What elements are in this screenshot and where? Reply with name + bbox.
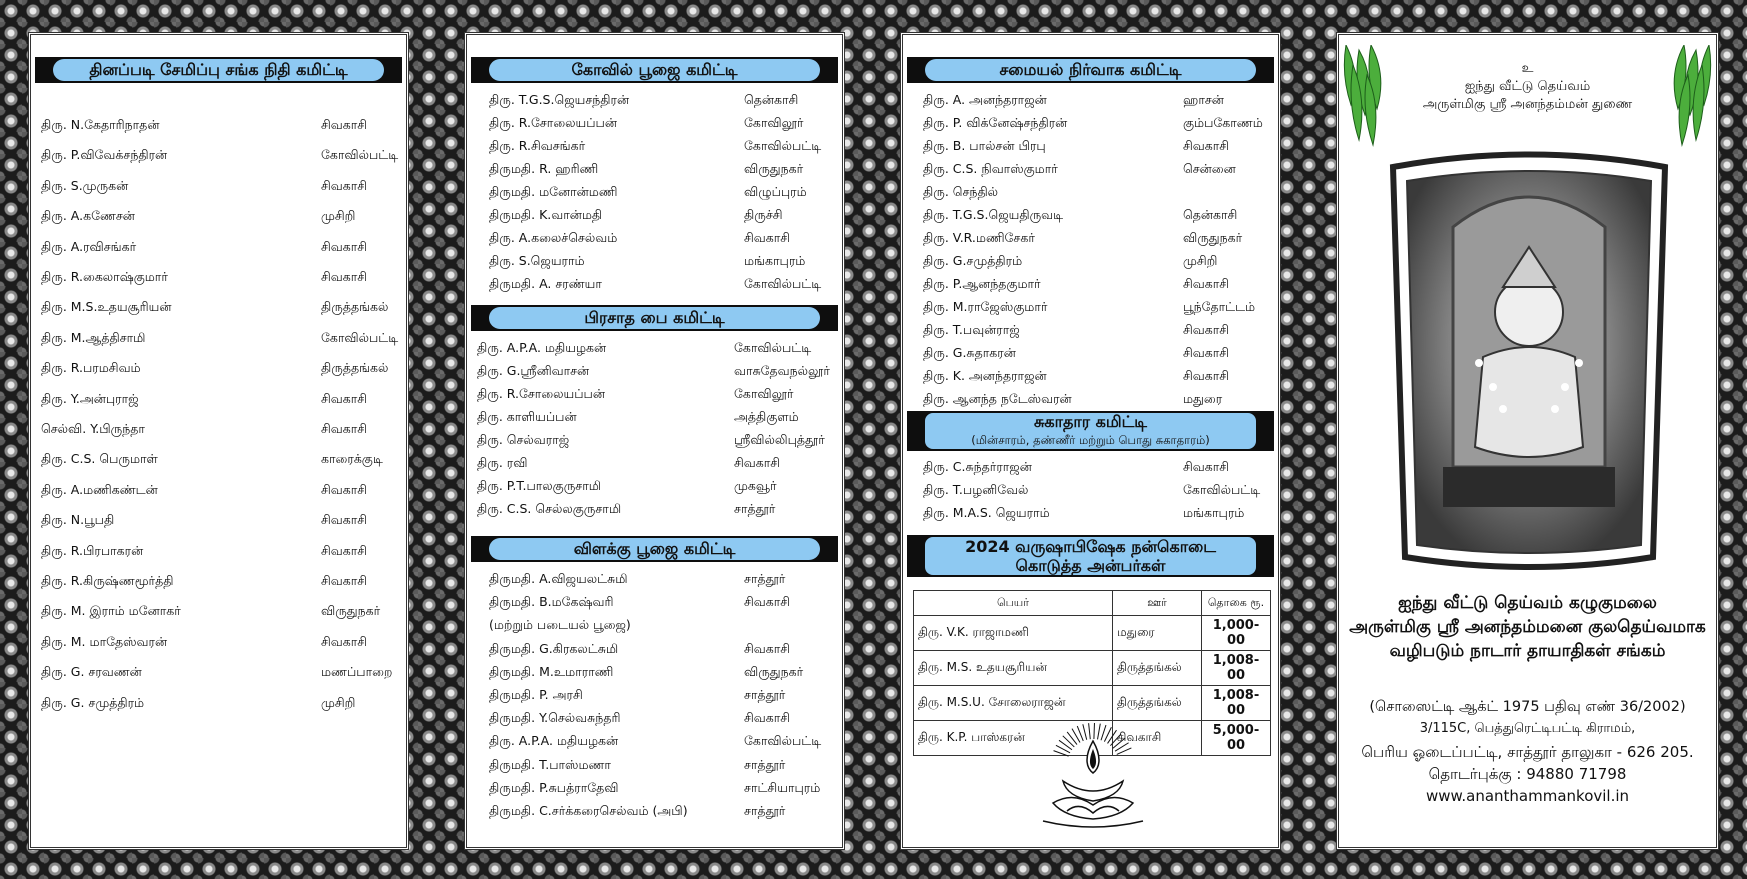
donation-title-line1: 2024 வருஷாபிஷேக நன்கொடை bbox=[965, 537, 1216, 556]
member-place: கோவில்பட்டி bbox=[321, 147, 399, 163]
member-name: திரு. Y.அன்புராஜ் bbox=[41, 390, 139, 406]
section-header-sugathara bbox=[907, 411, 1274, 451]
member-name: திரு. G. சமுத்திரம் bbox=[41, 694, 145, 710]
member-name: திரு. A.மணிகண்டன் bbox=[41, 481, 158, 497]
member-name: திரு. M. இராம் மனோகர் bbox=[41, 603, 181, 619]
section-header-prasadam bbox=[471, 305, 838, 331]
donor-name: திரு. K.P. பாஸ்கரன் bbox=[914, 721, 1113, 756]
member-place: ஸ்ரீவில்லிபுத்தூர் bbox=[734, 432, 825, 447]
member-place: சிவகாசி bbox=[321, 177, 368, 193]
member-name: திருமதி. B.மகேஷ்வரி bbox=[489, 594, 614, 610]
member-place: மதுரை bbox=[1183, 391, 1223, 406]
member-place: சிவகாசி bbox=[321, 117, 368, 132]
member-name: திரு. ரவி bbox=[477, 455, 528, 470]
member-place: விருதுநகர் bbox=[744, 663, 804, 679]
member-name: திரு. N.பூபதி bbox=[41, 512, 115, 528]
member-name: திரு. G. சரவணன் bbox=[41, 664, 142, 680]
member-name: திரு. M.ராஜேஸ்குமார் bbox=[923, 299, 1048, 314]
org-line-3: வழிபடும் நாடார் தாயாதிகள் சங்கம் bbox=[1389, 641, 1666, 661]
panel-kitchen-committees bbox=[900, 32, 1281, 850]
section-title-vilakku: விளக்கு பூஜை கமிட்டி bbox=[489, 538, 820, 560]
member-name: திரு. C.S. பெருமாள் bbox=[41, 451, 158, 467]
member-place: மங்காபுரம் bbox=[744, 253, 806, 268]
member-place: கோவில்பட்டி bbox=[744, 733, 822, 749]
member-name: திரு. R.கிருஷ்ணமூர்த்தி bbox=[41, 573, 174, 588]
member-place: சிவகாசி bbox=[744, 594, 791, 610]
member-name: திரு. M.S.உதயசூரியன் bbox=[41, 299, 172, 315]
member-name: திரு. P.T.பாலகுருசாமி bbox=[477, 478, 602, 493]
member-place: விருதுநகர் bbox=[1183, 230, 1243, 245]
member-name: திருமதி. K.வான்மதி bbox=[489, 207, 603, 222]
member-name: திரு. செல்வராஜ் bbox=[477, 432, 570, 447]
member-place: திருச்சி bbox=[744, 207, 783, 222]
member-place: பூந்தோட்டம் bbox=[1183, 299, 1256, 314]
member-name: திரு. G.சுதாகரன் bbox=[923, 345, 1016, 360]
member-place: சாத்தூர் bbox=[744, 687, 786, 702]
member-name: திரு. T.பழனிவேல் bbox=[923, 482, 1029, 497]
donor-place: சிவகாசி bbox=[1113, 721, 1202, 756]
donor-amount: 5,000-00 bbox=[1202, 721, 1271, 756]
table-row bbox=[914, 616, 1271, 651]
member-place: சிவகாசி bbox=[321, 238, 368, 254]
member-place: விழுப்புரம் bbox=[744, 184, 807, 199]
member-name: திருமதி. G.கிரகலட்சுமி bbox=[489, 640, 619, 656]
member-place: கோவில்பட்டி bbox=[734, 340, 812, 355]
section-title-prasadam: பிரசாத பை கமிட்டி bbox=[489, 307, 820, 329]
member-place: மங்காபுரம் bbox=[1183, 505, 1245, 520]
donor-name: திரு. M.S.U. சோலைராஜன் bbox=[914, 686, 1113, 721]
member-name: திரு. R.சிவசங்கர் bbox=[489, 138, 586, 153]
member-place: சிவகாசி bbox=[744, 230, 791, 245]
member-place: சிவகாசி bbox=[744, 640, 791, 656]
member-place: திருத்தங்கல் bbox=[321, 360, 389, 376]
donation-title-line2: கொடுத்த அன்பர்கள் bbox=[1015, 556, 1166, 575]
member-place: சென்னை bbox=[1183, 161, 1236, 176]
col-amount: தொகை ரூ. bbox=[1202, 591, 1271, 616]
member-name: திருமதி. P. அரசி bbox=[489, 687, 583, 702]
sacred-symbol: உ bbox=[1521, 61, 1534, 76]
member-name: திரு. C.S. நிவாஸ்குமார் bbox=[923, 161, 1058, 176]
member-place: கோவிலூர் bbox=[744, 115, 804, 130]
member-name: திரு. K. அனந்தராஜன் bbox=[923, 368, 1047, 383]
member-place: திருத்தங்கல் bbox=[321, 299, 389, 315]
oil-lamp-icon bbox=[1033, 721, 1153, 839]
member-place: சிவகாசி bbox=[1183, 322, 1230, 337]
member-place: கோவில்பட்டி bbox=[1183, 482, 1261, 497]
section-title-sugathara bbox=[925, 413, 1256, 449]
registration: (சொஸைட்டி ஆக்ட் 1975 பதிவு எண் 36/2002) bbox=[1369, 699, 1686, 715]
member-name: திரு. செந்தில் bbox=[923, 184, 999, 199]
panel-savings-committee bbox=[28, 32, 409, 850]
member-place: மணப்பாறை bbox=[321, 664, 393, 680]
member-name: திரு. A.P.A. மதியழகன் bbox=[489, 733, 619, 749]
member-name: திரு. S.ஜெயராம் bbox=[489, 253, 585, 268]
member-place: சிவகாசி bbox=[321, 390, 368, 406]
member-name: திரு. V.R.மணிசேகர் bbox=[923, 230, 1035, 245]
member-name: திரு. S.முருகன் bbox=[41, 177, 129, 193]
sugathara-title: சுகாதார கமிட்டி bbox=[1033, 412, 1148, 431]
member-place: சிவகாசி bbox=[1183, 276, 1230, 291]
member-name: திரு. A.கணேசன் bbox=[41, 208, 135, 224]
member-place: விருதுநகர் bbox=[744, 161, 804, 176]
address-line-2: பெரிய ஓடைப்பட்டி, சாத்தூர் தாலுகா - 626 205. bbox=[1361, 743, 1694, 761]
donor-amount: 1,008-00 bbox=[1202, 686, 1271, 721]
member-name: திரு. M.ஆத்திசாமி bbox=[41, 329, 146, 345]
section-header-donation bbox=[907, 535, 1274, 577]
member-place: சிவகாசி bbox=[1183, 345, 1230, 360]
member-place: வாசுதேவநல்லூர் bbox=[734, 363, 830, 378]
member-place: கோவிலூர் bbox=[734, 386, 794, 401]
member-place: சிவகாசி bbox=[1183, 368, 1230, 383]
member-place: முகவூர் bbox=[734, 478, 777, 493]
member-place: சிவகாசி bbox=[1183, 138, 1230, 153]
sugathara-subtitle: (மின்சாரம், தண்ணீர் மற்றும் பொது சுகாதாரம்) bbox=[971, 433, 1210, 447]
donation-table-header bbox=[914, 591, 1271, 616]
member-place: முசிறி bbox=[321, 208, 356, 224]
member-name: திரு. A.P.A. மதியழகன் bbox=[477, 340, 607, 355]
member-place: அத்திகுளம் bbox=[734, 409, 799, 424]
member-place: கும்பகோணம் bbox=[1183, 115, 1263, 130]
member-place: சிவகாசி bbox=[321, 573, 368, 588]
org-line-1: ஐந்து வீட்டு தெய்வம் கழுகுமலை bbox=[1398, 593, 1657, 613]
member-name: திரு. R.சோலையப்பன் bbox=[477, 386, 605, 401]
member-name: திருமதி. M.உமாராணி bbox=[489, 663, 614, 679]
section-header-vilakku bbox=[471, 536, 838, 562]
table-row bbox=[914, 651, 1271, 686]
member-place: கோவில்பட்டி bbox=[744, 138, 822, 153]
section-header-samayal bbox=[907, 57, 1274, 83]
section-title-samayal: சமையல் நிர்வாக கமிட்டி bbox=[925, 59, 1256, 81]
member-name: திரு. C.சுந்தர்ராஜன் bbox=[923, 459, 1032, 474]
donor-place: திருத்தங்கல் bbox=[1113, 686, 1202, 721]
member-name: திருமதி. P.சுபத்ராதேவி bbox=[489, 779, 619, 795]
panel-cover bbox=[1336, 32, 1719, 850]
member-name: திரு. M. மாதேஸ்வரன் bbox=[41, 633, 168, 649]
member-place: சிவகாசி bbox=[321, 481, 368, 497]
section-title-donation bbox=[925, 537, 1256, 575]
member-place: சிவகாசி bbox=[321, 269, 368, 284]
member-place: ஹாசன் bbox=[1183, 92, 1224, 107]
deity-photo bbox=[1383, 147, 1675, 577]
member-name: திரு. ஆனந்த நடேஸ்வரன் bbox=[923, 391, 1072, 406]
member-name: திருமதி. A. சரண்யா bbox=[489, 276, 602, 291]
member-place: கோவில்பட்டி bbox=[321, 329, 399, 345]
member-name: (மற்றும் படையல் பூஜை) bbox=[489, 617, 631, 633]
section-header bbox=[35, 57, 402, 83]
member-name: செல்வி. Y.பிருந்தா bbox=[41, 421, 145, 436]
member-name: திரு. G.ஸ்ரீனிவாசன் bbox=[477, 363, 590, 378]
donor-place: மதுரை bbox=[1113, 616, 1202, 651]
member-name: திரு. P.விவேக்சந்திரன் bbox=[41, 147, 168, 163]
col-place: ஊர் bbox=[1113, 591, 1202, 616]
member-name: திரு. காளியப்பன் bbox=[477, 409, 577, 424]
member-name: திரு. P.ஆனந்தகுமார் bbox=[923, 276, 1041, 291]
member-place: சிவகாசி bbox=[321, 421, 368, 436]
member-name: திரு. A.ரவிசங்கர் bbox=[41, 238, 137, 254]
member-name: திரு. R.பிரபாகரன் bbox=[41, 542, 144, 558]
member-name: திரு. N.கேதாரிநாதன் bbox=[41, 117, 160, 132]
member-place: சிவகாசி bbox=[734, 455, 781, 470]
member-place: கோவில்பட்டி bbox=[744, 276, 822, 291]
member-name: திருமதி. A.விஜயலட்சுமி bbox=[489, 571, 628, 586]
member-name: திரு. P. விக்னேஷ்சந்திரன் bbox=[923, 115, 1068, 130]
member-place: சாட்சியாபுரம் bbox=[744, 779, 821, 795]
donor-name: திரு. V.K. ராஜாமணி bbox=[914, 616, 1113, 651]
member-place: தென்காசி bbox=[1183, 207, 1238, 222]
donor-name: திரு. M.S. உதயசூரியன் bbox=[914, 651, 1113, 686]
member-place: சிவகாசி bbox=[321, 633, 368, 649]
donor-amount: 1,000-00 bbox=[1202, 616, 1271, 651]
donor-amount: 1,008-00 bbox=[1202, 651, 1271, 686]
contact-phone: தொடர்புக்கு : 94880 71798 bbox=[1428, 765, 1627, 783]
deity-photo-frame bbox=[1383, 147, 1675, 577]
member-place: சாத்தூர் bbox=[744, 571, 786, 586]
deity-line-2: அருள்மிகு ஸ்ரீ அனந்தம்மன் துணை bbox=[1422, 97, 1633, 112]
member-place: சாத்தூர் bbox=[744, 756, 786, 772]
member-place: சாத்தூர் bbox=[744, 803, 786, 818]
member-place: சிவகாசி bbox=[1183, 459, 1230, 474]
member-place: முசிறி bbox=[321, 694, 356, 710]
member-place: சிவகாசி bbox=[321, 512, 368, 528]
member-place: விருதுநகர் bbox=[321, 603, 381, 619]
member-name: திரு. G.சமுத்திரம் bbox=[923, 253, 1023, 268]
member-place: சாத்தூர் bbox=[734, 501, 776, 516]
donor-place: திருத்தங்கல் bbox=[1113, 651, 1202, 686]
member-place: சிவகாசி bbox=[321, 542, 368, 558]
member-name: திரு. A. அனந்தராஜன் bbox=[923, 92, 1047, 107]
member-name: திருமதி. T.பாஸ்மணா bbox=[489, 756, 611, 772]
member-name: திருமதி. C.சர்க்கரைசெல்வம் (அபி) bbox=[489, 803, 688, 818]
col-name: பெயர் bbox=[914, 591, 1113, 616]
member-name: திரு. T.G.S.ஜெயதிருவடி bbox=[923, 207, 1064, 222]
member-name: திரு. T.பவுன்ராஜ் bbox=[923, 322, 1020, 337]
member-place: காரைக்குடி bbox=[321, 451, 383, 467]
member-name: திரு. B. பால்சன் பிரபு bbox=[923, 138, 1046, 153]
member-place: சிவகாசி bbox=[744, 710, 791, 726]
panel-pooja-committees bbox=[464, 32, 845, 850]
member-name: திரு. R.பரமசிவம் bbox=[41, 360, 141, 376]
member-name: திரு. T.G.S.ஜெயசந்திரன் bbox=[489, 92, 630, 107]
address-line-1: 3/115C, பெத்துரெட்டிபட்டி கிராமம், bbox=[1419, 721, 1636, 736]
section-header-pooja bbox=[471, 57, 838, 83]
member-name: திருமதி. Y.செல்வசுந்தரி bbox=[489, 710, 621, 726]
member-name: திரு. M.A.S. ஜெயராம் bbox=[923, 505, 1050, 520]
member-name: திரு. R.சோலையப்பன் bbox=[489, 115, 617, 130]
section-title: தினப்படி சேமிப்பு சங்க நிதி கமிட்டி bbox=[53, 59, 384, 81]
member-place: முசிறி bbox=[1183, 253, 1218, 268]
member-name: திருமதி. மனோன்மணி bbox=[489, 184, 618, 199]
member-name: திரு. C.S. செல்லகுருசாமி bbox=[477, 501, 622, 516]
org-line-2: அருள்மிகு ஸ்ரீ அனந்தம்மனை குலதெய்வமாக bbox=[1349, 617, 1706, 637]
member-name: திருமதி. R. ஹரிணி bbox=[489, 161, 599, 176]
member-place: தென்காசி bbox=[744, 92, 799, 107]
deity-line-1: ஐந்து வீட்டு தெய்வம் bbox=[1464, 79, 1591, 94]
member-name: திரு. A.கலைச்செல்வம் bbox=[489, 230, 618, 245]
website-link[interactable]: www.ananthammankovil.in bbox=[1425, 787, 1630, 805]
member-name: திரு. R.கைலாஷ்குமார் bbox=[41, 269, 168, 284]
table-row bbox=[914, 686, 1271, 721]
section-title-pooja: கோவில் பூஜை கமிட்டி bbox=[489, 59, 820, 81]
